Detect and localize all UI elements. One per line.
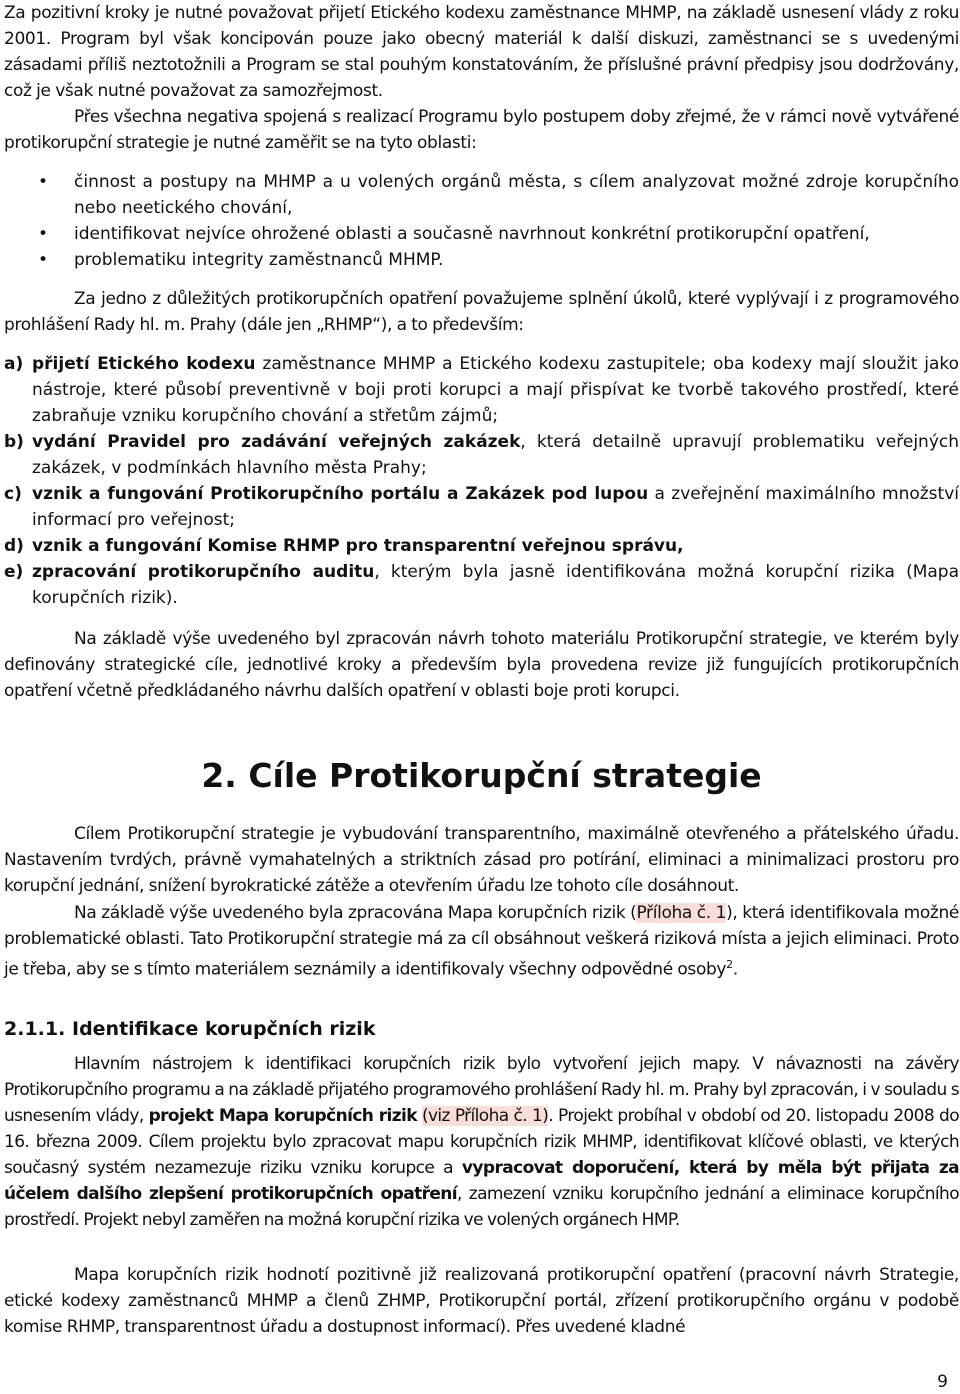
subsection-title: Identifikace korupčních rizik [72, 1018, 376, 1040]
annex-reference-link[interactable]: (viz Příloha č. 1) [421, 1106, 549, 1126]
list-item [4, 533, 959, 559]
item-text: a zveřejnění maximálního množství informací pro veřejnost; [32, 484, 959, 530]
paragraph-ethics-code: Za pozitivní kroky je nutné považovat přijetí Etického kodexu zaměstnance MHMP, na základě usnesení vlády z roku 2001. Program byl však koncipován pouze jako obecný materiál k další diskuzi, zaměstnanci se s uvedenými zásadami příliš neztotožnili a Program se stal pouhým konstatováním, že příslušné právní předpisy jsou dodržovány, což je však nutné považovat za samozřejmost. [4, 3, 959, 101]
list-item [4, 351, 959, 429]
focus-area-list [4, 169, 959, 273]
text-run: ), která identifikovala možné problematické oblasti. Tato Protikorupční strategie má za cíl obsáhnout veškerá riziková místa a jejich eliminaci. Proto je třeba, aby se s tímto materiálem seznámily a identifikovaly všechny odpovědné osoby [4, 903, 960, 980]
list-item [4, 559, 959, 611]
list-item: • problematiku integrity zaměstnanců MHMP. [4, 247, 959, 273]
paragraph-risk-map [4, 900, 959, 983]
annex-reference-link[interactable]: Příloha č. 1 [636, 903, 727, 923]
footnote-marker[interactable]: 2 [726, 958, 733, 971]
paragraph-strategy-draft: Na základě výše uvedeného byl zpracován návrh tohoto materiálu Protikorupční strategie, ve kterém byly definovány strategické cíle, jednotlivé kroky a především byla provedena revize již fungujících protikorupčních opatření včetně předkládaného návrhu dalších opatření v oblasti boje proti korupci. [4, 629, 959, 701]
list-item [4, 481, 959, 533]
text-run: Na základě výše uvedeného byla zpracována Mapa korupčních rizik ( [74, 903, 637, 923]
item-text: , která detailně upravují problematiku veřejných zakázek, v podmínkách hlavního města Prahy; [32, 432, 959, 478]
page-number: 9 [937, 1372, 948, 1392]
section-heading [4, 756, 959, 796]
item-label: a) [4, 354, 24, 374]
item-bold: zpracování protikorupčního auditu [32, 562, 375, 582]
bold-run: projekt Mapa korupčních rizik [148, 1106, 417, 1126]
measures-list [4, 351, 959, 611]
text-run: Hlavním nástrojem k identifikaci korupčních rizik bylo vytvoření jejich mapy. V návaznosti na závěry Protikorupčního programu a na základě přijatého programového prohlášení Rady hl. m. Prahy byl zpracován, i v souladu s usnesením vlády, [4, 1054, 959, 1126]
paragraph-strategy-goal: Cílem Protikorupční strategie je vybudování transparentního, maximálně otevřeného a přátelského úřadu. Nastavením tvrdých, právně vymahatelných a striktních zásad pro potírání, eliminaci a minimalizaci prostoru pro korupční jednání, snížení byrokratické zátěže a otevřením úřadu lze tohoto cíle dosáhnout. [4, 824, 959, 896]
item-label: d) [4, 536, 24, 556]
paragraph-risk-map-evaluation: Mapa korupčních rizik hodnotí pozitivně již realizovaná protikorupční opatření (pracovní návrh Strategie, etické kodexy zaměstnanců MHMP a členů ZHMP, Protikorupční portál, zřízení protikorupčního orgánu v podobě komise RHMP, transparentnost úřadu a dostupnost informací). Přes uvedené kladné [4, 1265, 959, 1337]
bold-run: vypracovat doporučení, která by měla být přijata za účelem dalšího zlepšení protikorupčních opatření [4, 1158, 959, 1204]
item-label: b) [4, 432, 24, 452]
paragraph-risk-identification [4, 1051, 959, 1233]
item-bold: vznik a fungování Protikorupčního portálu a Zakázek pod lupou [32, 484, 649, 504]
section-title: Cíle Protikorupční strategie [248, 756, 762, 795]
paragraph-measures-intro: Za jedno z důležitých protikorupčních opatření považujeme splnění úkolů, které vyplývají i z programového prohlášení Rady hl. m. Prahy (dále jen „RHMP“), a to především: [4, 289, 959, 335]
paragraph-negatives: Přes všechna negativa spojená s realizací Programu bylo postupem doby zřejmé, že v rámci nově vytvářené protikorupční strategie je nutné zaměřit se na tyto oblasti: [4, 107, 959, 153]
item-text: zaměstnance MHMP a Etického kodexu zastupitele; oba kodexy mají sloužit jako nástroje, které působí preventivně v boji proti korupci a mají přispívat ke tvorbě takového prostředí, které zabraňuje vzniku korupčního chování a střetům zájmů; [32, 354, 959, 426]
list-item: • identifikovat nejvíce ohrožené oblasti a současně navrhnout konkrétní protikorupční opatření, [4, 221, 959, 247]
text-run: . Projekt probíhal v období od 20. listopadu 2008 do 16. března 2009. Cílem projektu bylo zpracovat mapu korupčních rizik MHMP, identifikovat klíčové oblasti, ve kterých současný systém nezamezuje riziku vzniku korupce a [4, 1106, 960, 1178]
list-item: • činnost a postupy na MHMP a u volených orgánů města, s cílem analyzovat možné zdroje korupčního nebo neetického chování, [4, 169, 959, 221]
item-label: c) [4, 484, 22, 504]
subsection-heading [4, 1016, 959, 1042]
item-bold: vydání Pravidel pro zadávání veřejných zakázek [32, 432, 521, 452]
item-bold: vznik a fungování Komise RHMP pro transparentní veřejnou správu, [32, 536, 684, 556]
item-label: e) [4, 562, 24, 582]
subsection-number: 2.1.1. [4, 1018, 66, 1040]
item-bold: přijetí Etického kodexu [32, 354, 256, 374]
text-run: . [732, 959, 738, 980]
text-run: , zamezení vzniku korupčního jednání a eliminace korupčního prostředí. Projekt nebyl zaměřen na možná korupční rizika ve volených orgánech HMP. [4, 1184, 959, 1230]
section-number: 2. [201, 756, 237, 795]
item-text: , kterým byla jasně identifikována možná korupční rizika (Mapa korupčních rizik). [32, 562, 960, 608]
list-item [4, 429, 959, 481]
